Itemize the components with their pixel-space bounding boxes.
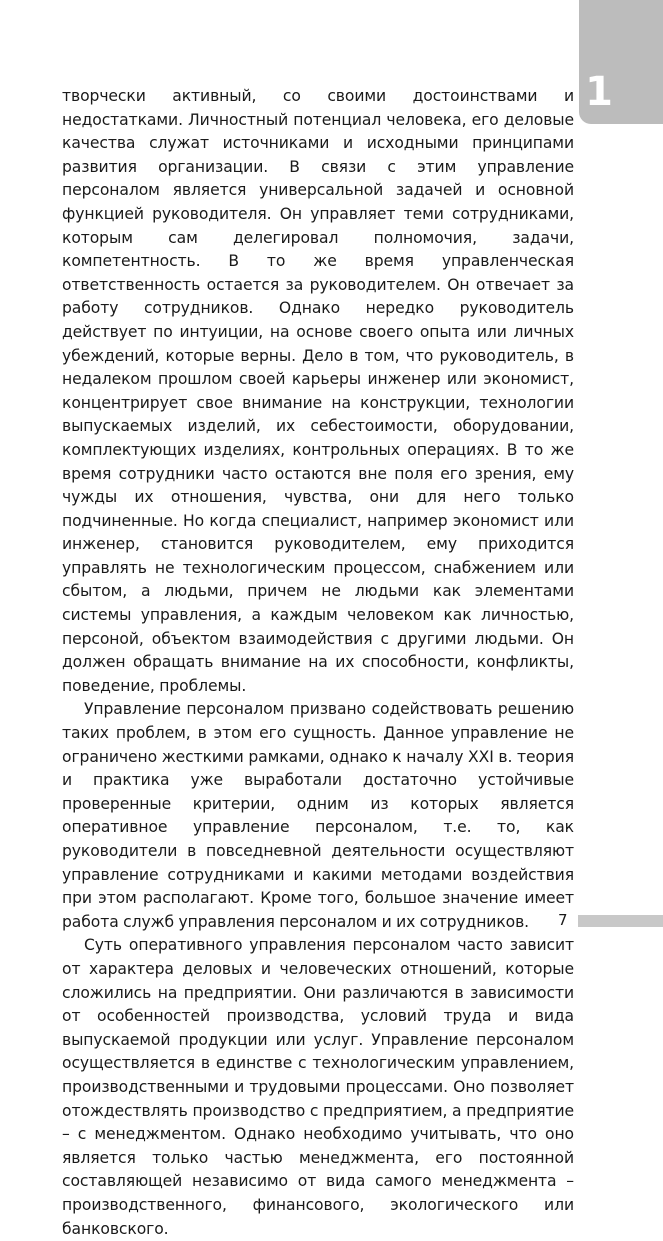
- main-text: [62, 85, 574, 1241]
- footer-bar: [578, 915, 663, 927]
- page-number: 7: [558, 911, 568, 929]
- chapter-tab: [579, 0, 663, 124]
- paragraph-2: Управление персоналом призвано содействовать решению таких проблем, в этом его сущность. Данное управление не ограничено жесткими рамками, однако к началу XXI в. теория и практика уже выработали достаточно устойчивые проверенные критерии, одним из которых является оперативное управление персоналом, т.е. то, как руководители в повседневной деятельности осуществляют управление сотрудниками и какими методами воздействия при этом располагают. Кроме того, большое значение имеет работа служб управления персоналом и их сотрудников.: [62, 700, 574, 931]
- chapter-number: 1: [585, 69, 613, 115]
- paragraph-3: Суть оперативного управления персоналом часто зависит от характера деловых и человеческих отношений, которые сложились на предприятии. Они различаются в зависимости от особенностей производства, условий труда и вида выпускаемой продукции или услуг. Управление персоналом осуществляется в единстве с технологическим управлением, производственными и трудовыми процессами. Оно позволяет отождествлять производство с предприятием, а предприятие – с менеджментом. Однако необходимо учитывать, что оно является только частью менеджмента, его постоянной составляющей независимо от вида самого менеджмента – производственного, финансового, экологического или банковского.: [62, 936, 574, 1238]
- paragraph-1: творчески активный, со своими достоинствами и недостатками. Личностный потенциал человека, его деловые качества служат источниками и исходными принципами развития организации. В связи с этим управление персоналом является универсальной задачей и основной функцией руководителя. Он управляет теми сотрудниками, которым сам делегировал полномочия, задачи, компетентность. В то же время управленческая ответственность остается за руководителем. Он отвечает за работу сотрудников. Однако нередко руководитель действует по интуиции, на основе своего опыта или личных убеждений, которые верны. Дело в том, что руководитель, в недалеком прошлом своей карьеры инженер или экономист, концентрирует свое внимание на конструкции, технологии выпускаемых изделий, их себестоимости, оборудовании, комплектующих изделиях, контрольных операциях. В то же время сотрудники часто остаются вне поля его зрения, ему чужды их отношения, чувства, они для него только подчиненные. Но когда специалист, например экономист или инженер, становится руководителем, ему приходится управлять не технологическим процессом, снабжением или сбытом, а людьми, причем не людьми как элементами системы управления, а каждым человеком как личностью, персоной, объектом взаимодействия с другими людьми. Он должен обращать внимание на их способности, конфликты, поведение, проблемы.: [62, 87, 574, 695]
